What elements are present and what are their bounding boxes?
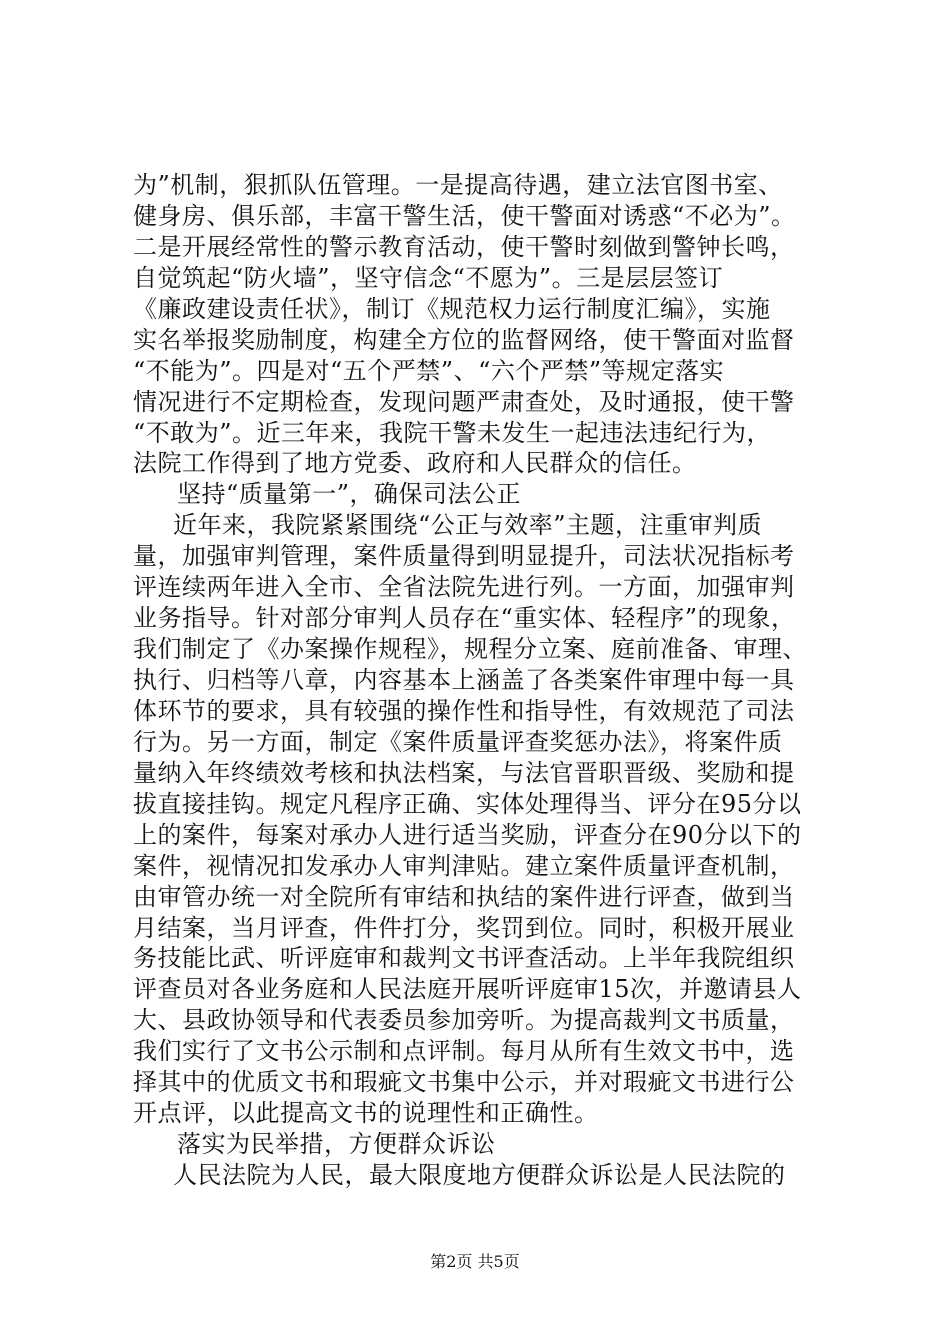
text-line: 情况进行不定期检查，发现问题严肃查处，及时通报，使干警 — [133, 387, 795, 416]
text-line: 法院工作得到了地方党委、政府和人民群众的信任。 — [133, 449, 697, 478]
section-heading: 落实为民举措，方便群众诉讼 — [177, 1130, 496, 1159]
text-line: “不能为”。四是对“五个严禁”、“六个严禁”等规定落实 — [133, 356, 725, 385]
text-line: “不敢为”。近三年来，我院干警未发生一起违法违纪行为， — [133, 418, 772, 447]
text-line: 务技能比武、听评庭审和裁判文书评查活动。上半年我院组织 — [133, 944, 795, 973]
text-line: 行为。另一方面，制定《案件质量评查奖惩办法》，将案件质 — [133, 727, 783, 756]
text-line: 自觉筑起“防火墙”，坚守信念“不愿为”。三是层层签订 — [133, 263, 724, 292]
text-line: 近年来，我院紧紧围绕“公正与效率”主题，注重审判质 — [173, 511, 763, 540]
document-body — [133, 170, 833, 1191]
text-line: 评查员对各业务庭和人民法庭开展听评庭审15次，并邀请县人 — [133, 975, 802, 1004]
page-number-footer: 第2页 共5页 — [430, 1252, 520, 1271]
section-heading: 坚持“质量第一”，确保司法公正 — [177, 480, 522, 509]
text-line: 择其中的优质文书和瑕疵文书集中公示，并对瑕疵文书进行公 — [133, 1068, 795, 1097]
text-line: 上的案件，每案对承办人进行适当奖励，评查分在90分以下的 — [133, 820, 802, 849]
text-line: 二是开展经常性的警示教育活动，使干警时刻做到警钟长鸣， — [133, 232, 795, 261]
text-line: 业务指导。针对部分审判人员存在“重实体、轻程序”的现象， — [133, 604, 796, 633]
text-line: 为”机制，狠抓队伍管理。一是提高待遇，建立法官图书室、 — [133, 171, 783, 199]
text-line: 量纳入年终绩效考核和执法档案，与法官晋职晋级、奖励和提 — [133, 758, 795, 787]
text-line: 人民法院为人民，最大限度地方便群众诉讼是人民法院的 — [173, 1161, 786, 1189]
text-line: 体环节的要求，具有较强的操作性和指导性，有效规范了司法 — [133, 696, 795, 725]
text-line: 评连续两年进入全市、全省法院先进行列。一方面，加强审判 — [133, 573, 795, 602]
text-line: 量，加强审判管理，案件质量得到明显提升，司法状况指标考 — [133, 542, 795, 571]
text-line: 健身房、俱乐部，丰富干警生活，使干警面对诱惑“不必为”。 — [133, 201, 796, 230]
text-line: 执行、归档等八章，内容基本上涵盖了各类案件审理中每一具 — [133, 666, 795, 694]
text-line: 案件，视情况扣发承办人审判津贴。建立案件质量评查机制， — [133, 851, 795, 880]
text-line: 大、县政协领导和代表委员参加旁听。为提高裁判文书质量， — [133, 1006, 795, 1035]
text-line: 我们实行了文书公示制和点评制。每月从所有生效文书中，选 — [133, 1037, 795, 1066]
text-line: 拔直接挂钩。规定凡程序正确、实体处理得当、评分在95分以 — [133, 789, 802, 818]
text-line: 由审管办统一对全院所有审结和执结的案件进行评查，做到当 — [133, 882, 795, 911]
text-line: 《廉政建设责任状》，制订《规范权力运行制度汇编》，实施 — [133, 294, 771, 323]
text-line: 我们制定了《办案操作规程》，规程分立案、庭前准备、审理、 — [133, 635, 807, 664]
text-line: 月结案，当月评查，件件打分，奖罚到位。同时，积极开展业 — [133, 913, 795, 942]
text-line: 开点评，以此提高文书的说理性和正确性。 — [133, 1099, 599, 1128]
text-line: 实名举报奖励制度，构建全方位的监督网络，使干警面对监督 — [133, 325, 795, 354]
